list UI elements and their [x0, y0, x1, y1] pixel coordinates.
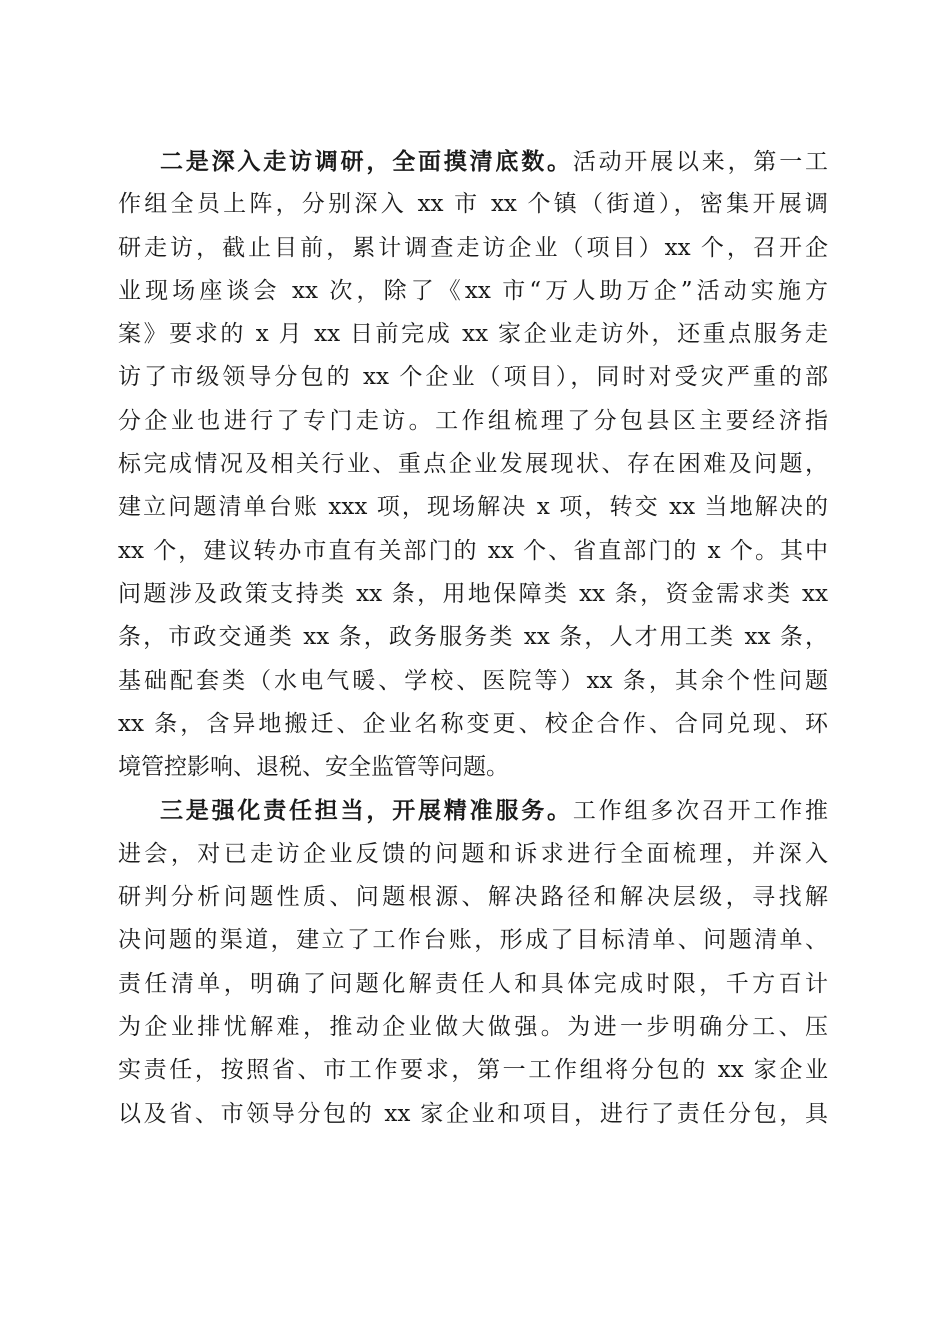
paragraph-line-text: 活动开展以来，第一工 [572, 149, 829, 175]
paragraph-line: 问题涉及政策支持类 xx 条，用地保障类 xx 条，资金需求类 xx [118, 580, 828, 607]
paragraph-line: 访了市级领导分包的 xx 个企业（项目），同时对受灾严重的部 [118, 364, 828, 391]
paragraph-line: 建立问题清单台账 xxx 项，现场解决 x 项，转交 xx 当地解决的 [118, 494, 828, 521]
paragraph-investigation [118, 140, 828, 789]
paragraph-line: 研判分析问题性质、问题根源、解决路径和解决层级，寻找解 [118, 884, 828, 911]
paragraph-line: 进会，对已走访企业反馈的问题和诉求进行全面梳理，并深入 [118, 840, 828, 867]
paragraph-lead-heading: 三是强化责任担当，开展精准服务。 [160, 797, 573, 825]
paragraph-line: 案》要求的 x 月 xx 日前完成 xx 家企业走访外，还重点服务走 [118, 321, 828, 348]
paragraph-line: 分企业也进行了专门走访。工作组梳理了分包县区主要经济指 [118, 407, 828, 434]
paragraph-line [118, 140, 828, 183]
paragraph-line: 以及省、市领导分包的 xx 家企业和项目，进行了责任分包，具 [118, 1100, 828, 1127]
paragraph-line: 实责任，按照省、市工作要求，第一工作组将分包的 xx 家企业 [118, 1057, 828, 1084]
paragraph-line: xx 条，含异地搬迁、企业名称变更、校企合作、合同兑现、环 [118, 710, 828, 737]
paragraph-line: 标完成情况及相关行业、重点企业发展现状、存在困难及问题， [118, 451, 828, 478]
paragraph-line: 条，市政交通类 xx 条，政务服务类 xx 条，人才用工类 xx 条， [118, 624, 828, 651]
paragraph-line-text: 工作组多次召开工作推 [572, 798, 829, 825]
paragraph-line: 研走访，截止目前，累计调查走访企业（项目）xx 个，召开企 [118, 234, 828, 261]
paragraph-lead-heading: 二是深入走访调研，全面摸清底数。 [160, 148, 573, 175]
document-body [118, 140, 828, 1136]
paragraph-line: 作组全员上阵，分别深入 xx 市 xx 个镇（街道），密集开展调 [118, 191, 828, 218]
paragraph-line: 责任清单，明确了问题化解责任人和具体完成时限，千方百计 [118, 970, 828, 997]
paragraph-line: 为企业排忧解难，推动企业做大做强。为进一步明确分工、压 [118, 1013, 828, 1040]
paragraph-line [118, 789, 828, 832]
paragraph-responsibility [118, 789, 828, 1135]
paragraph-line: 业现场座谈会 xx 次，除了《xx 市“万人助万企”活动实施方 [118, 277, 828, 304]
paragraph-line: 决问题的渠道，建立了工作台账，形成了目标清单、问题清单、 [118, 927, 828, 954]
paragraph-line: xx 个，建议转办市直有关部门的 xx 个、省直部门的 x 个。其中 [118, 537, 828, 564]
paragraph-line: 基础配套类（水电气暖、学校、医院等）xx 条，其余个性问题 [118, 667, 828, 694]
paragraph-line: 境管控影响、退税、安全监管等问题。 [118, 754, 509, 781]
